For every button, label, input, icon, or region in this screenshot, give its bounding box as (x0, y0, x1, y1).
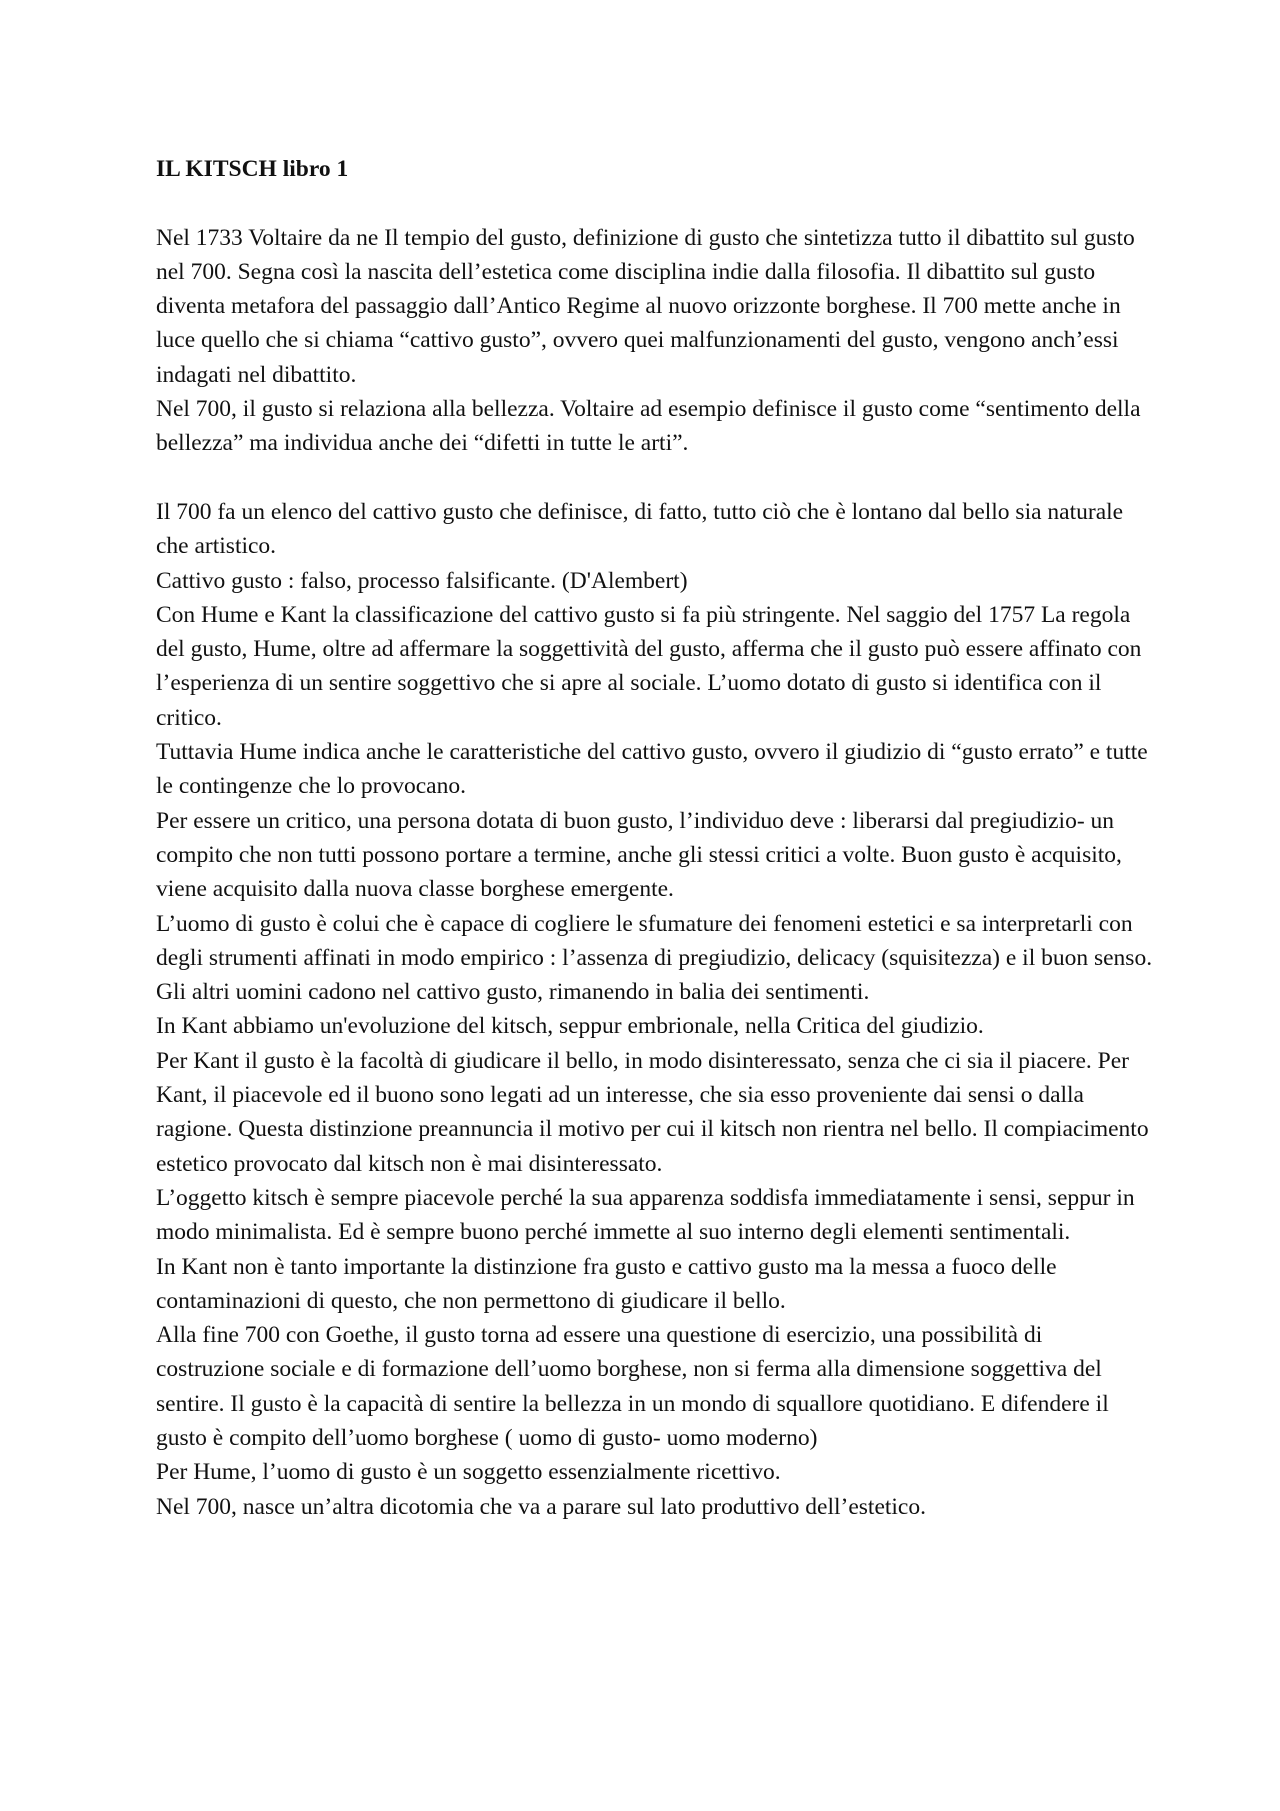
document-body (156, 152, 1156, 1524)
document-title: IL KITSCH libro 1 (156, 156, 349, 182)
paragraph-gusto-bellezza: Nel 700, il gusto si relaziona alla bellezza. Voltaire ad esempio definisce il gusto come “sentimento della bellezza” ma individua anche dei “difetti in tutte le arti”. (156, 396, 1141, 457)
paragraph-kant-evoluzione: In Kant abbiamo un'evoluzione del kitsch, seppur embrionale, nella Critica del giudizio. (156, 1013, 984, 1040)
paragraph-critico: Per essere un critico, una persona dotata di buon gusto, l’individuo deve : liberarsi dal pregiudizio- un compito che non tutti possono portare a termine, anche gli stessi critici a volte. Buon gusto è acquisito, viene acquisito dalla nuova classe borghese emergente. (156, 807, 1122, 903)
paragraph-kant-contaminazioni: In Kant non è tanto importante la distinzione fra gusto e cattivo gusto ma la messa a fuoco delle contaminazioni di questo, che non permettono di giudicare il bello. (156, 1253, 1057, 1314)
blank-line (156, 461, 1156, 495)
paragraph-hume-ricettivo: Per Hume, l’uomo di gusto è un soggetto essenzialmente ricettivo. (156, 1459, 781, 1486)
paragraph-oggetto-kitsch: L’oggetto kitsch è sempre piacevole perché la sua apparenza soddisfa immediatamente i sensi, seppur in modo minimalista. Ed è sempre buono perché immette al suo interno degli elementi sentimentali. (156, 1184, 1135, 1246)
blank-line (156, 186, 1156, 220)
paragraph-dicotomia: Nel 700, nasce un’altra dicotomia che va a parare sul lato produttivo dell’estetico. (156, 1493, 926, 1520)
paragraph-hume-gusto-errato: Tuttavia Hume indica anche le caratteristiche del cattivo gusto, ovvero il giudizio di “gusto errato” e tutte le contingenze che lo provocano. (156, 739, 1148, 800)
paragraph-goethe: Alla fine 700 con Goethe, il gusto torna ad essere una questione di esercizio, una possibilità di costruzione sociale e di formazione dell’uomo borghese, non si ferma alla dimensione soggettiva del sentire. Il gusto è la capacità di sentire la bellezza in un mondo di squallore quotidiano. E difendere il gusto è compito dell’uomo borghese ( uomo di gusto- uomo moderno) (156, 1322, 1109, 1451)
paragraph-dalembert: Cattivo gusto : falso, processo falsificante. (D'Alembert) (156, 567, 688, 594)
paragraph-hume-kant: Con Hume e Kant la classificazione del cattivo gusto si fa più stringente. Nel saggio del 1757 La regola del gusto, Hume, oltre ad affermare la soggettività del gusto, afferma che il gusto può essere affinato con l’esperienza di un sentire soggettivo che si apre al sociale. L’uomo dotato di gusto si identifica con il critico. (156, 601, 1142, 731)
paragraph-elenco-cattivo-gusto: Il 700 fa un elenco del cattivo gusto che definisce, di fatto, tutto ciò che è lontano dal bello sia naturale che artistico. (156, 498, 1124, 560)
paragraph-kant-facolta: Per Kant il gusto è la facoltà di giudicare il bello, in modo disinteressato, senza che ci sia il piacere. Per Kant, il piacevole ed il buono sono legati ad un interesse, che sia esso proveniente dai sensi o dalla ragione. Questa distinzione preannuncia il motivo per cui il kitsch non rientra nel bello. Il compiacimento estetico provocato dal kitsch non è mai disinteressato. (156, 1047, 1149, 1177)
paragraph-uomo-di-gusto: L’uomo di gusto è colui che è capace di cogliere le sfumature dei fenomeni estetici e sa interpretarli con degli strumenti affinati in modo empirico : l’assenza di pregiudizio, delicacy (squisitezza) e il buon senso. Gli altri uomini cadono nel cattivo gusto, rimanendo in balia dei sentimenti. (156, 910, 1153, 1006)
paragraph-voltaire-tempio: Nel 1733 Voltaire da ne Il tempio del gusto, definizione di gusto che sintetizza tutto il dibattito sul gusto nel 700. Segna così la nascita dell’estetica come disciplina indie dalla filosofia. Il dibattito sul gusto diventa metafora del passaggio dall’Antico Regime al nuovo orizzonte borghese. Il 700 mette anche in luce quello che si chiama “cattivo gusto”, ovvero quei malfunzionamenti del gusto, vengono anch’essi indagati nel dibattito. (156, 224, 1135, 388)
